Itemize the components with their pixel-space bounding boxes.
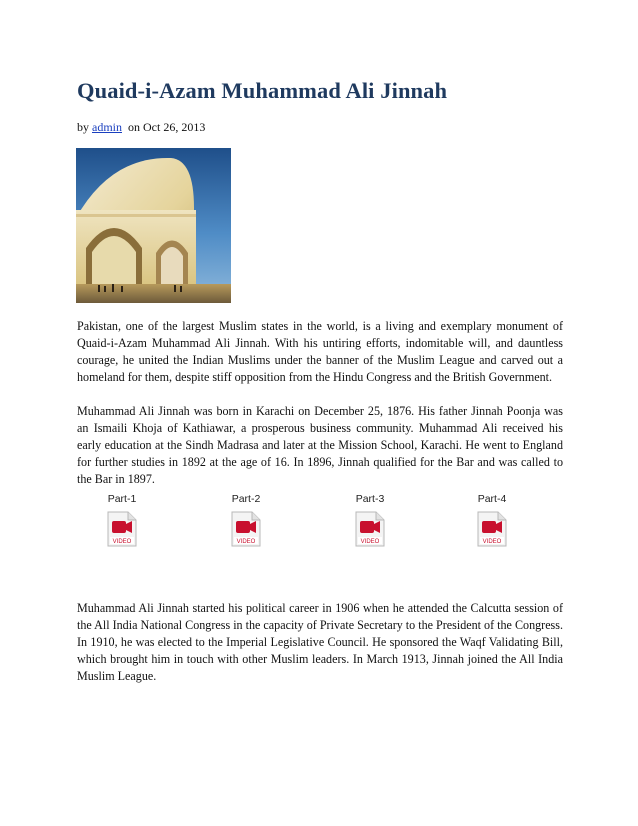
video-label: Part-3	[355, 493, 385, 505]
video-label: Part-1	[107, 493, 137, 505]
byline-prefix: by	[77, 120, 92, 134]
video-part-2[interactable]	[211, 493, 281, 552]
video-part-3[interactable]	[335, 493, 405, 552]
byline	[77, 120, 205, 135]
post-date: on Oct 26, 2013	[122, 120, 206, 134]
author-link[interactable]: admin	[92, 120, 122, 134]
paragraph-early-life: Muhammad Ali Jinnah was born in Karachi on December 25, 1876. His father Jinnah Poonja was an Ismaili Khoja of Kathiawar, a prosperous business community. Muhammad Ali received his early education at the Sindh Madrasa and later at the Mission School, Karachi. He went to England for further studies in 1892 at the age of 16. In 1896, Jinnah qualified for the Bar and was called to the Bar in 1897.	[77, 404, 563, 486]
video-file-icon[interactable]	[353, 511, 387, 547]
video-icon-text: VIDEO	[360, 539, 380, 545]
video-file-icon[interactable]	[475, 511, 509, 547]
video-label: Part-4	[477, 493, 507, 505]
video-icon-text: VIDEO	[236, 539, 256, 545]
video-part-4[interactable]	[457, 493, 527, 552]
video-icon-text: VIDEO	[482, 539, 502, 545]
video-icon-text: VIDEO	[112, 539, 132, 545]
paragraph-political-career: Muhammad Ali Jinnah started his political career in 1906 when he attended the Calcutta session of the All India National Congress in the capacity of Private Secretary to the President of the Congress. In 1910, he was elected to the Imperial Legislative Council. He sponsored the Waqf Validating Bill, which brought him in touch with other Muslim leaders. In March 1913, Jinnah joined the All India Muslim League.	[77, 601, 563, 683]
video-label: Part-2	[231, 493, 261, 505]
mausoleum-photo	[76, 148, 231, 303]
video-file-icon[interactable]	[105, 511, 139, 547]
video-part-1[interactable]	[87, 493, 157, 552]
article-title: Quaid-i-Azam Muhammad Ali Jinnah	[77, 78, 448, 103]
video-links	[77, 493, 563, 553]
video-file-icon[interactable]	[229, 511, 263, 547]
paragraph-intro: Pakistan, one of the largest Muslim states in the world, is a living and exemplary monument of Quaid-i-Azam Muhammad Ali Jinnah. With his untiring efforts, indomitable will, and dauntless courage, he united the Indian Muslims under the banner of the Muslim League and carved out a homeland for them, despite stiff opposition from the Hindu Congress and the British Government.	[77, 319, 563, 384]
